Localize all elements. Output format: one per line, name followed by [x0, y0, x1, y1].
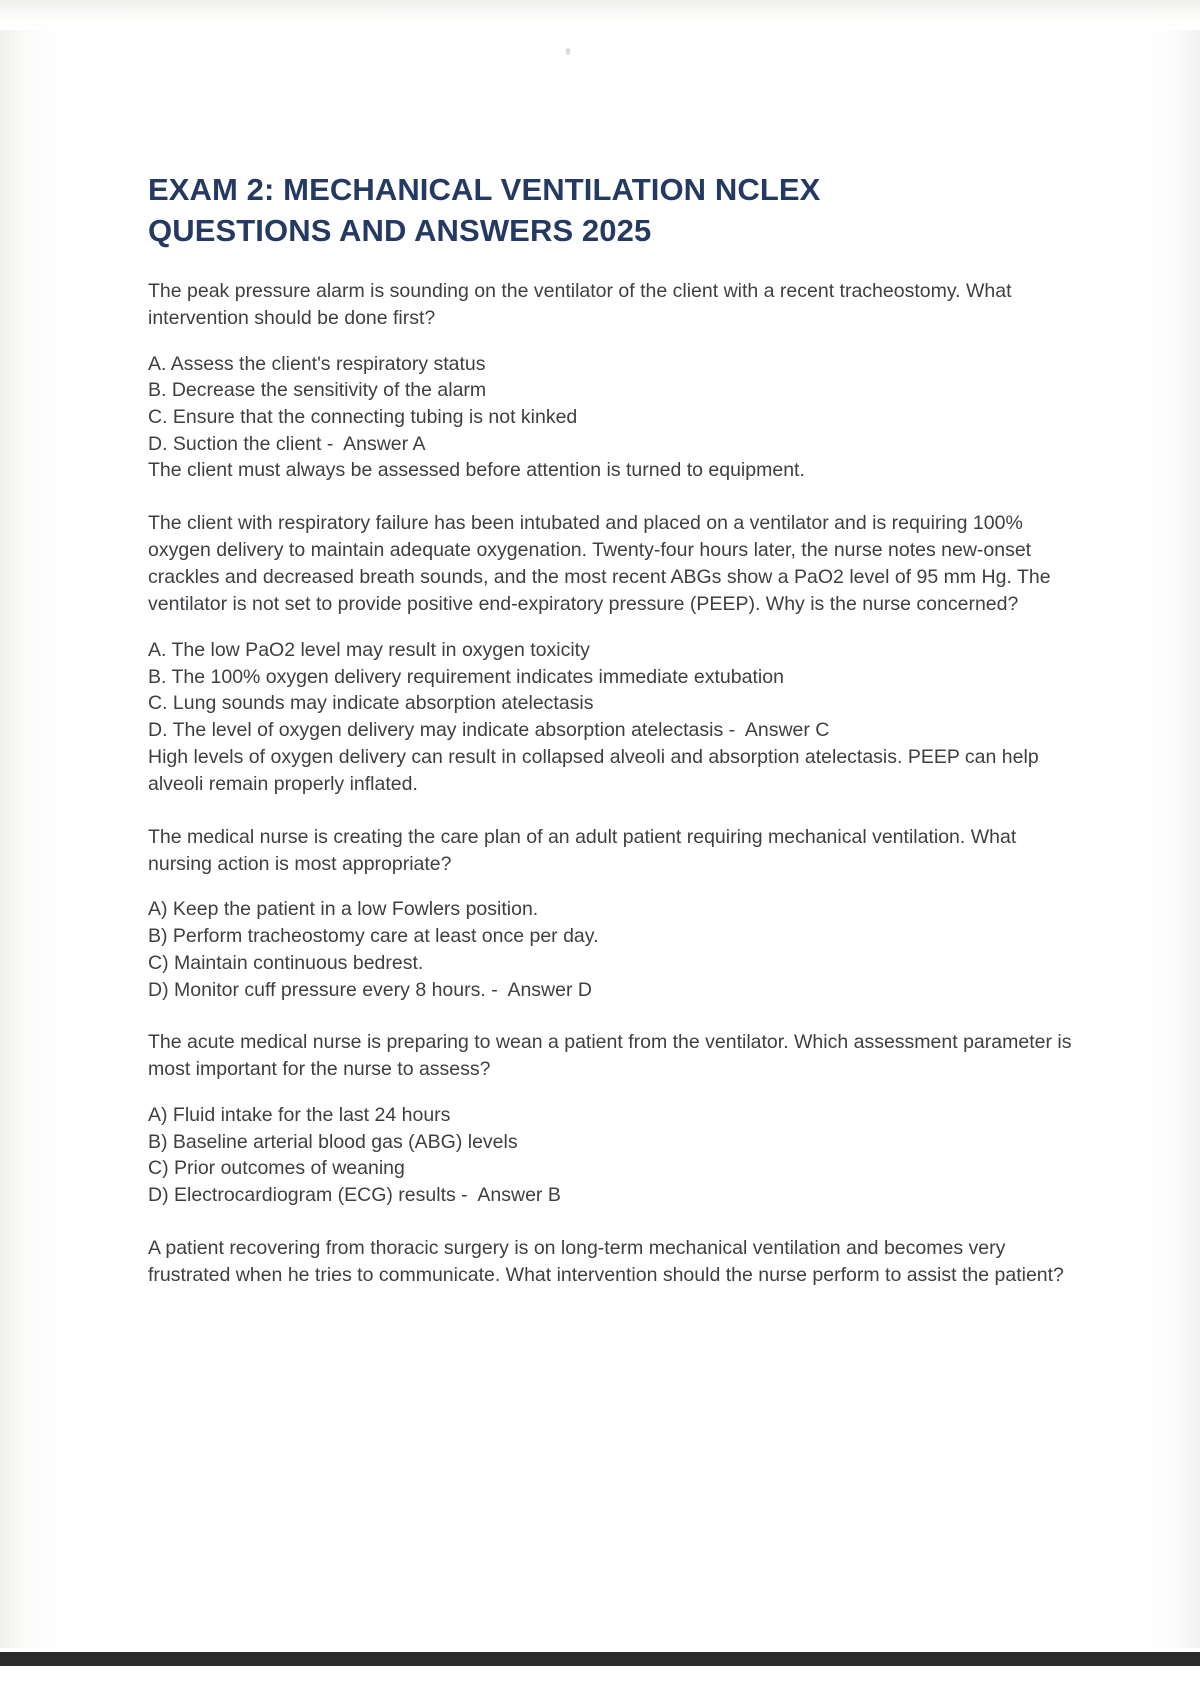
option-a: A) Keep the patient in a low Fowlers position. — [148, 898, 539, 921]
question-block — [148, 510, 1078, 797]
question-block — [148, 1235, 1078, 1289]
question-stem: The acute medical nurse is preparing to wean a patient from the ventilator. Which assessment parameter is most important for the nurse to assess? — [148, 1031, 1072, 1081]
page-bottom-margin — [0, 1666, 1200, 1700]
answer-options — [148, 1102, 1078, 1209]
answer-options — [148, 896, 1078, 1003]
question-block — [148, 278, 1078, 485]
spacer — [148, 1083, 1078, 1102]
option-b: B) Perform tracheostomy care at least once per day. — [148, 925, 599, 948]
option-a: A) Fluid intake for the last 24 hours — [148, 1104, 451, 1127]
question-stem: The client with respiratory failure has been intubated and placed on a ventilator and is requiring 100% oxygen delivery to maintain adequate oxygenation. Twenty-four hours later, the nurse notes new-onset crackles and decreased breath sounds, and the most recent ABGs show a PaO2 level of 95 mm Hg. The ventilator is not set to provide positive end-expiratory pressure (PEEP). Why is the nurse concerned? — [148, 512, 1051, 616]
spacer — [148, 877, 1078, 896]
answer-options — [148, 351, 1078, 458]
answer-explanation: High levels of oxygen delivery can result in collapsed alveoli and absorption atelectasis. PEEP can help alveoli remain properly inflated. — [148, 745, 1039, 795]
option-d-with-answer: D. Suction the client - Answer A — [148, 432, 426, 455]
scan-artifact-speck — [566, 48, 570, 55]
answer-options — [148, 637, 1078, 744]
page-title-line-2: QUESTIONS AND ANSWERS 2025 — [148, 212, 652, 248]
question-stem: The medical nurse is creating the care plan of an adult patient requiring mechanical ventilation. What nursing action is most appropriate? — [148, 825, 1017, 875]
option-b: B. The 100% oxygen delivery requirement indicates immediate extubation — [148, 665, 784, 688]
option-c: C) Prior outcomes of weaning — [148, 1157, 405, 1180]
answer-explanation: The client must always be assessed before attention is turned to equipment. — [148, 459, 805, 482]
document-body — [148, 170, 1078, 1289]
option-b: B. Decrease the sensitivity of the alarm — [148, 379, 487, 402]
question-stem: A patient recovering from thoracic surgery is on long-term mechanical ventilation and becomes very frustrated when he tries to communicate. What intervention should the nurse perform to assist the patient? — [148, 1236, 1064, 1286]
spacer — [148, 332, 1078, 351]
option-a: A. Assess the client's respiratory status — [148, 352, 486, 375]
page-title — [148, 170, 948, 252]
question-stem: The peak pressure alarm is sounding on the ventilator of the client with a recent tracheostomy. What intervention should be done first? — [148, 279, 1012, 329]
page-bottom-bar — [0, 1652, 1200, 1666]
option-c: C. Lung sounds may indicate absorption atelectasis — [148, 692, 594, 715]
option-d-with-answer: D) Electrocardiogram (ECG) results - Answer B — [148, 1184, 561, 1207]
page-title-line-1: EXAM 2: MECHANICAL VENTILATION NCLEX — [148, 172, 821, 207]
option-c: C) Maintain continuous bedrest. — [148, 951, 424, 974]
question-block — [148, 824, 1078, 1004]
question-block — [148, 1029, 1078, 1209]
spacer — [148, 618, 1078, 637]
scan-top-edge-shadow — [0, 0, 1200, 30]
option-c: C. Ensure that the connecting tubing is not kinked — [148, 406, 578, 429]
option-b: B) Baseline arterial blood gas (ABG) levels — [148, 1130, 518, 1153]
option-d-with-answer: D) Monitor cuff pressure every 8 hours. - Answer D — [148, 978, 592, 1001]
option-a: A. The low PaO2 level may result in oxygen toxicity — [148, 638, 590, 661]
option-d-with-answer: D. The level of oxygen delivery may indicate absorption atelectasis - Answer C — [148, 719, 830, 742]
